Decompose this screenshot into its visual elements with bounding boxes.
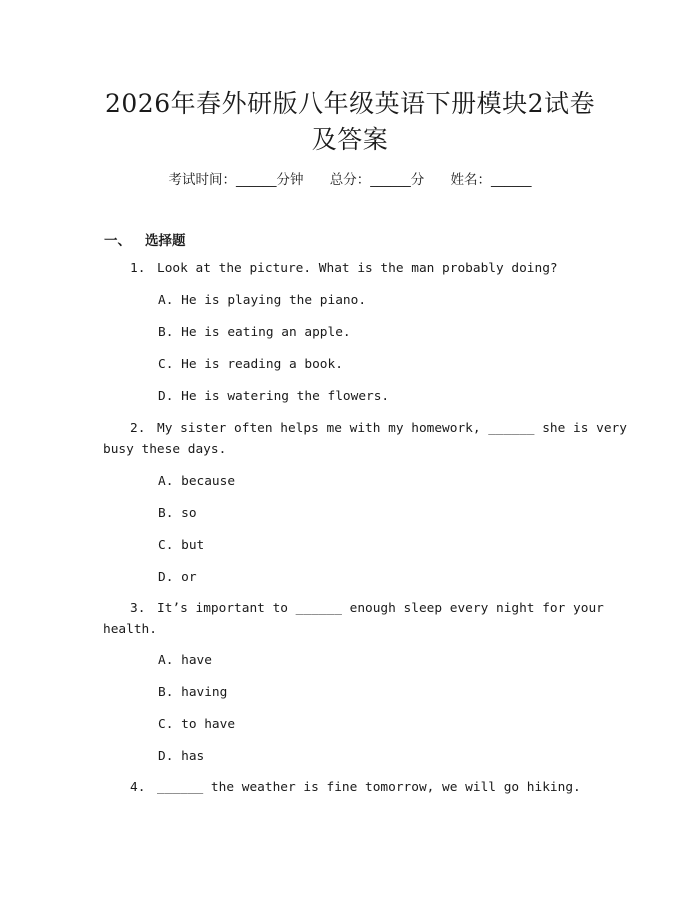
document-title-line-1: 2026年春外研版八年级英语下册模块2试卷: [104, 89, 596, 118]
option-a: A. have: [158, 653, 212, 668]
option-b: B. so: [158, 506, 197, 521]
question-text-continued: health.: [103, 622, 157, 637]
option-b: B. He is eating an apple.: [158, 325, 351, 340]
question-number: 4.: [130, 780, 146, 795]
document-title-line-2: 及答案: [311, 125, 389, 154]
question-text: Look at the picture. What is the man probably doing?: [157, 261, 558, 276]
question-2: [130, 423, 627, 436]
option-a: A. because: [158, 474, 236, 489]
exam-meta: [0, 168, 700, 188]
section-number: 一、: [104, 233, 131, 249]
option-d: D. He is watering the flowers.: [158, 389, 390, 404]
question-text-continued: busy these days.: [103, 442, 227, 457]
exam-score: 总分：______分: [329, 172, 425, 188]
section-label: 选择题: [145, 233, 186, 249]
question-text: It’s important to ______ enough sleep every night for your: [157, 601, 604, 616]
option-a: A. He is playing the piano.: [158, 293, 367, 308]
option-b: B. having: [158, 685, 228, 700]
student-name: 姓名：______: [450, 172, 532, 188]
option-c: C. to have: [158, 717, 236, 732]
option-d: D. or: [158, 570, 197, 585]
question-number: 1.: [130, 261, 146, 276]
option-c: C. but: [158, 538, 205, 553]
question-3: [130, 603, 604, 616]
option-d: D. has: [158, 749, 205, 764]
question-text: ______ the weather is fine tomorrow, we will go hiking.: [157, 780, 581, 795]
section-heading: [104, 229, 186, 249]
option-c: C. He is reading a book.: [158, 357, 343, 372]
question-1: [130, 263, 558, 276]
question-number: 2.: [130, 421, 146, 436]
question-text: My sister often helps me with my homework, ______ she is very: [157, 421, 627, 436]
question-number: 3.: [130, 601, 146, 616]
question-4: [130, 782, 581, 795]
exam-time: 考试时间：______分钟: [168, 172, 304, 188]
